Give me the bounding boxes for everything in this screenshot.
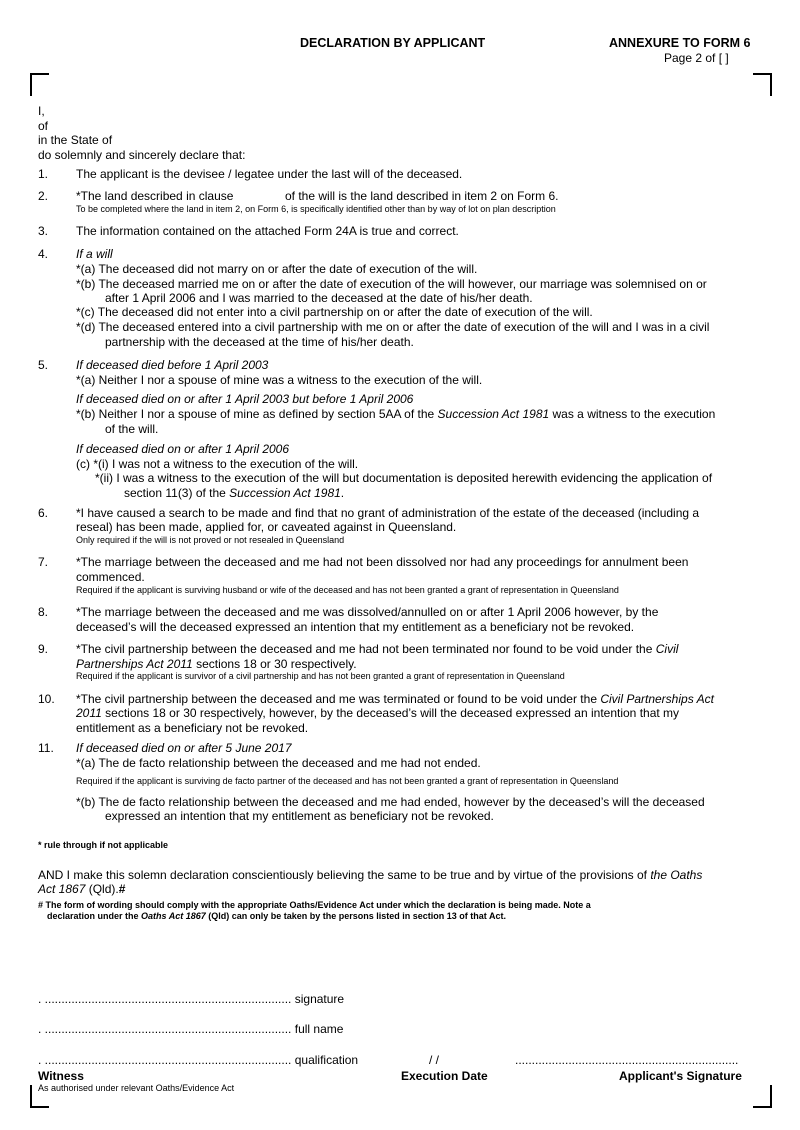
oaths-note-text-c: (Qld) can only be taken by the persons listed in section 13 of that Act.	[205, 911, 506, 921]
rule-through-note: * rule through if not applicable	[38, 840, 169, 850]
item-11b-line1: *(b) The de facto relationship between the deceased and me had ended, however by the deceased’s will the deceased	[76, 795, 705, 809]
item-1-text: The applicant is the devisee / legatee under the last will of the deceased.	[76, 167, 463, 181]
intro-declare: do solemnly and sincerely declare that:	[38, 148, 246, 162]
item-7-line2: commenced.	[76, 570, 145, 584]
witness-full-name-line	[38, 1022, 343, 1037]
item-9-text-a: *The civil partnership between the deceased and me had not been terminated nor found to be void under the	[76, 642, 656, 656]
item-10-line2	[76, 706, 679, 721]
oaths-note-line1: # The form of wording should comply with the appropriate Oaths/Evidence Act under which the declaration is being made. Note a	[38, 900, 591, 910]
item-5b-line2: of the will.	[105, 422, 159, 436]
item-10-line3: entitlement as a beneficiary not be revoked.	[76, 721, 309, 735]
item-11b-line2: expressed an intention that my entitlement as beneficiary not be revoked.	[105, 809, 494, 823]
item-5-heading-1: If deceased died before 1 April 2003	[76, 358, 269, 372]
item-number: 11.	[38, 741, 54, 755]
qualification-dots[interactable]: . ..........................................................................	[38, 1053, 292, 1067]
item-number: 10.	[38, 692, 55, 706]
corner-mark-top-right	[753, 73, 772, 96]
applicant-signature-field[interactable]: ...................................................................	[515, 1053, 739, 1067]
item-8-line1: *The marriage between the deceased and me was dissolved/annulled on or after 1 April 2006 however, by the	[76, 605, 659, 619]
item-4-heading: If a will	[76, 247, 113, 261]
signature-dots[interactable]: . ..........................................................................	[38, 992, 292, 1006]
item-9-text-b: sections 18 or 30 respectively.	[192, 657, 357, 671]
full-name-dots[interactable]: . ..........................................................................	[38, 1022, 292, 1036]
item-4b-line1: *(b) The deceased married me on or after the date of execution of the will however, our marriage was solemnised on or	[76, 277, 707, 291]
item-number: 8.	[38, 605, 49, 619]
item-4c: *(c) The deceased did not enter into a civil partnership on or after the date of execution of the will.	[76, 305, 593, 319]
item-3-text: The information contained on the attached Form 24A is true and correct.	[76, 224, 459, 238]
item-2-note: To be completed where the land in item 2, on Form 6, is specifically identified other than by way of lot on plan description	[76, 204, 556, 214]
item-9-note: Required if the applicant is survivor of a civil partnership and has not been granted a grant of representation in Queensland	[76, 671, 565, 681]
oaths-note-act: Oaths Act 1867	[141, 911, 206, 921]
item-6-note: Only required if the will is not proved or not resealed in Queensland	[76, 535, 345, 545]
item-number: 4.	[38, 247, 49, 261]
item-9-act-b: Partnerships Act 2011	[76, 657, 193, 671]
item-5c-text-c: .	[340, 486, 345, 500]
closing-text-a: AND I make this solemn declaration conscientiously believing the same to be true and by virtue of the provisions of	[38, 868, 651, 882]
item-6-line2: reseal) has been made, applied for, or caveated against in Queensland.	[76, 520, 457, 534]
item-5c-ii-line1: *(ii) I was a witness to the execution of the will but documentation is deposited herewith evidencing the application of	[95, 471, 713, 485]
signature-label: signature	[294, 992, 345, 1006]
applicant-signature-label: Applicant's Signature	[619, 1069, 742, 1083]
item-5c-ii-line2	[124, 486, 344, 501]
item-number: 6.	[38, 506, 49, 520]
item-5-heading-2: If deceased died on or after 1 April 2003 but before 1 April 2006	[76, 392, 414, 406]
witness-qualification-line	[38, 1053, 358, 1068]
execution-date-label: Execution Date	[401, 1069, 488, 1083]
oaths-note-line2	[47, 911, 506, 922]
item-9-line2	[76, 657, 357, 672]
item-5b-text-a: *(b) Neither I nor a spouse of mine as defined by section 5AA of the	[76, 407, 438, 421]
item-5c-text-a: section 11(3) of the	[124, 486, 230, 500]
item-10-act-a: Civil Partnerships Act	[600, 692, 714, 706]
item-11-note: Required if the applicant is surviving de facto partner of the deceased and has not been granted a grant of representation in Queensland	[76, 776, 619, 786]
item-10-line1	[76, 692, 714, 707]
item-8-line2: deceased’s will the deceased expressed an intention that my entitlement as a beneficiary not be revoked.	[76, 620, 635, 634]
intro-i: I,	[38, 104, 45, 118]
item-5a: *(a) Neither I nor a spouse of mine was a witness to the execution of the will.	[76, 373, 483, 387]
item-4b-line2: after 1 April 2006 and I was married to the deceased at the date of his/her death.	[105, 291, 533, 305]
qualification-label: qualification	[294, 1053, 359, 1067]
item-5c-i: (c) *(i) I was not a witness to the execution of the will.	[76, 457, 359, 471]
full-name-label: full name	[294, 1022, 344, 1036]
page-number: Page 2 of [ ]	[664, 51, 729, 65]
witness-label: Witness	[38, 1069, 84, 1083]
item-6-line1: *I have caused a search to be made and find that no grant of administration of the estate of the deceased (including a	[76, 506, 700, 520]
corner-mark-top-left	[30, 73, 49, 96]
page-title: DECLARATION BY APPLICANT	[300, 36, 486, 50]
item-number: 2.	[38, 189, 49, 203]
item-number: 9.	[38, 642, 49, 656]
closing-hash: #	[118, 882, 126, 896]
item-2-text-b: of the will is the land described in item 2 on Form 6.	[285, 189, 559, 203]
item-10-text-b: sections 18 or 30 respectively, however, by the deceased’s will the deceased expressed an intention that my	[101, 706, 680, 720]
item-10-act-b: 2011	[76, 706, 102, 720]
item-2-text-a: *The land described in clause	[76, 189, 234, 203]
item-5b-act: Succession Act 1981	[437, 407, 550, 421]
item-7-line1: *The marriage between the deceased and me had not been dissolved nor had any proceedings for annulment been	[76, 555, 689, 569]
oaths-note-text-a: declaration under the	[47, 911, 142, 921]
item-5c-act: Succession Act 1981	[229, 486, 341, 500]
closing-line1	[38, 868, 702, 883]
execution-date-field[interactable]: / /	[429, 1053, 440, 1067]
witness-signature-line	[38, 992, 344, 1007]
item-4a: *(a) The deceased did not marry on or after the date of execution of the will.	[76, 262, 478, 276]
intro-of: of	[38, 119, 49, 133]
closing-act-b: Act 1867	[38, 882, 86, 896]
item-number: 1.	[38, 167, 49, 181]
item-11a: *(a) The de facto relationship between the deceased and me had not ended.	[76, 756, 481, 770]
item-5-heading-3: If deceased died on or after 1 April 2006	[76, 442, 290, 456]
item-7-note: Required if the applicant is surviving husband or wife of the deceased and has not been granted a grant of representation in Queensland	[76, 585, 619, 595]
closing-line2	[38, 882, 125, 897]
annexure-label: ANNEXURE TO FORM 6	[609, 36, 751, 50]
corner-mark-bottom-right	[753, 1085, 772, 1108]
item-10-text-a: *The civil partnership between the deceased and me was terminated or found to be void under the	[76, 692, 601, 706]
item-number: 5.	[38, 358, 49, 372]
item-number: 3.	[38, 224, 49, 238]
item-number: 7.	[38, 555, 49, 569]
item-5b-line1	[76, 407, 715, 422]
item-4d-line1: *(d) The deceased entered into a civil partnership with me on or after the date of execution of the will and I was in a civil	[76, 320, 710, 334]
item-5b-text-c: was a witness to the execution	[549, 407, 716, 421]
item-11-heading: If deceased died on or after 5 June 2017	[76, 741, 292, 755]
item-9-act-a: Civil	[655, 642, 679, 656]
intro-state: in the State of	[38, 133, 113, 147]
witness-note: As authorised under relevant Oaths/Evidence Act	[38, 1083, 235, 1093]
item-9-line1	[76, 642, 678, 657]
closing-act-a: the Oaths	[650, 868, 703, 882]
item-4d-line2: partnership with the deceased at the time of his/her death.	[105, 335, 414, 349]
closing-text-b: (Qld).	[85, 882, 119, 896]
